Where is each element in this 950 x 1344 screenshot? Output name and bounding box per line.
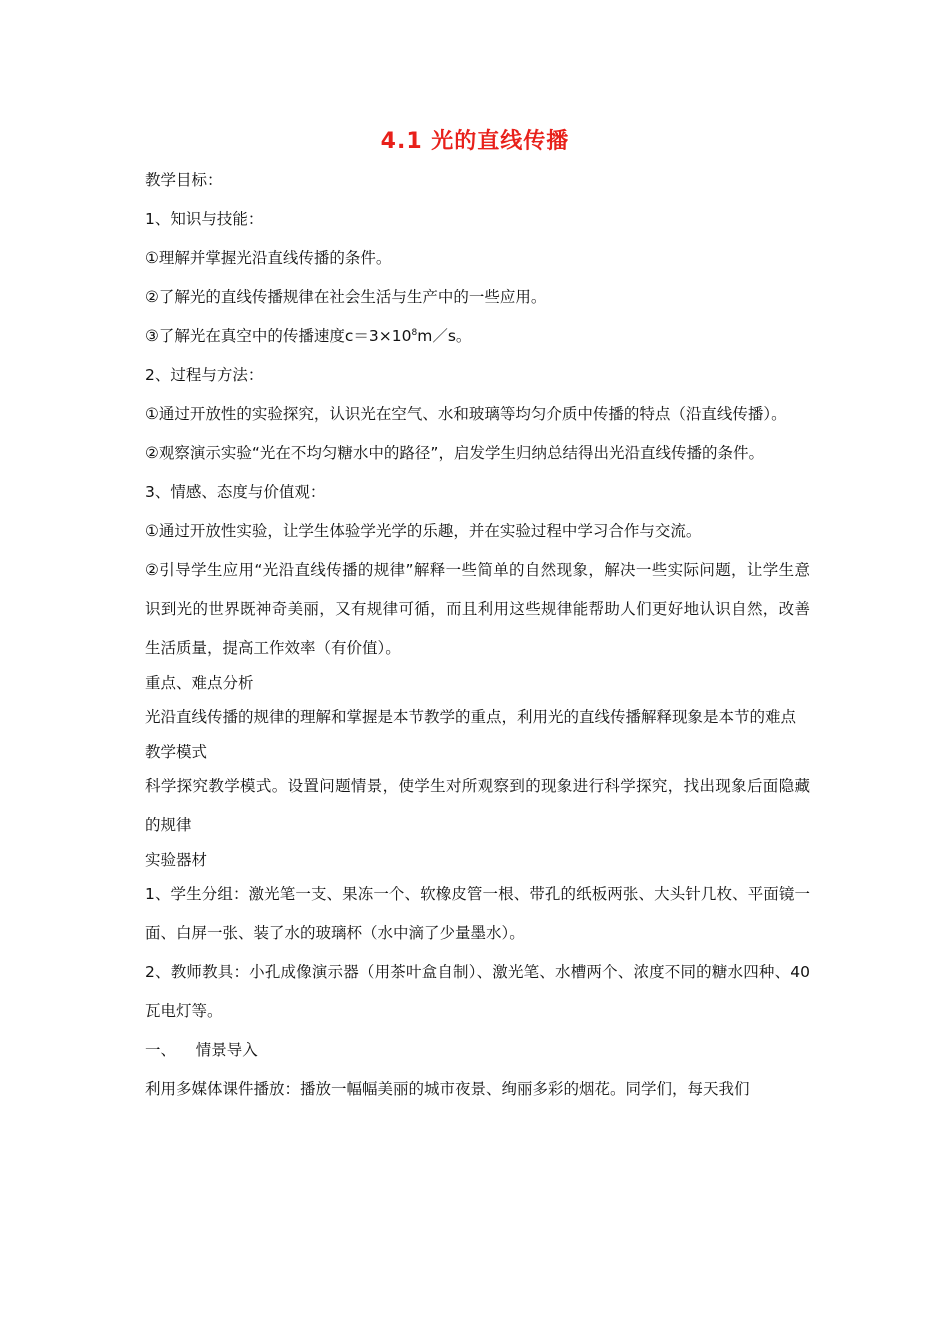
- document-body: [145, 161, 810, 1109]
- text-run: ③了解光在真空中的传播速度c＝3×10: [145, 327, 412, 345]
- paragraph: 利用多媒体课件播放：播放一幅幅美丽的城市夜景、绚丽多彩的烟花。同学们，每天我们: [145, 1080, 750, 1098]
- list-item: ②了解光的直线传播规律在社会生活与生产中的一些应用。: [145, 288, 547, 306]
- paragraph: 科学探究教学模式。设置问题情景，使学生对所观察到的现象进行科学探究，找出现象后面隐藏的规律: [145, 777, 810, 834]
- section-heading-key-points: 重点、难点分析: [145, 674, 254, 692]
- section-heading-teaching-mode: 教学模式: [145, 743, 208, 761]
- list-item: 1、学生分组：激光笔一支、果冻一个、软橡皮管一根、带孔的纸板两张、大头针几枚、平面镜一面、白屏一张、装了水的玻璃杯（水中滴了少量墨水）。: [145, 885, 810, 942]
- list-item: ①理解并掌握光沿直线传播的条件。: [145, 249, 392, 267]
- list-item-speed-of-light: [145, 317, 810, 356]
- page-title: 4.1 光的直线传播: [380, 129, 570, 154]
- section-heading-intro: 一、 情景导入: [145, 1041, 258, 1059]
- list-item: ①通过开放性实验，让学生体验学光学的乐趣，并在实验过程中学习合作与交流。: [145, 522, 702, 540]
- section-heading-equipment: 实验器材: [145, 851, 208, 869]
- list-item: ②观察演示实验“光在不均匀糖水中的路径”，启发学生归纳总结得出光沿直线传播的条件。: [145, 444, 764, 462]
- subheading-emotion-values: 3、情感、态度与价值观：: [145, 483, 326, 501]
- paragraph: 光沿直线传播的规律的理解和掌握是本节教学的重点，利用光的直线传播解释现象是本节的难点: [145, 708, 797, 726]
- subheading-knowledge-skills: 1、知识与技能：: [145, 210, 264, 228]
- list-item: ②引导学生应用“光沿直线传播的规律”解释一些简单的自然现象，解决一些实际问题，让学生意识到光的世界既神奇美丽，又有规律可循，而且利用这些规律能帮助人们更好地认识自然，改善生活质量，提高工作效率（有价值）。: [145, 561, 810, 657]
- list-item: 2、教师教具：小孔成像演示器（用茶叶盒自制）、激光笔、水槽两个、浓度不同的糖水四种、40瓦电灯等。: [145, 963, 810, 1020]
- subheading-process-methods: 2、过程与方法：: [145, 366, 264, 384]
- text-run: m／s。: [417, 327, 472, 345]
- section-heading-objectives: 教学目标：: [145, 171, 223, 189]
- list-item: ①通过开放性的实验探究，认识光在空气、水和玻璃等均匀介质中传播的特点（沿直线传播）。: [145, 405, 787, 423]
- superscript-exponent: 8: [411, 327, 418, 338]
